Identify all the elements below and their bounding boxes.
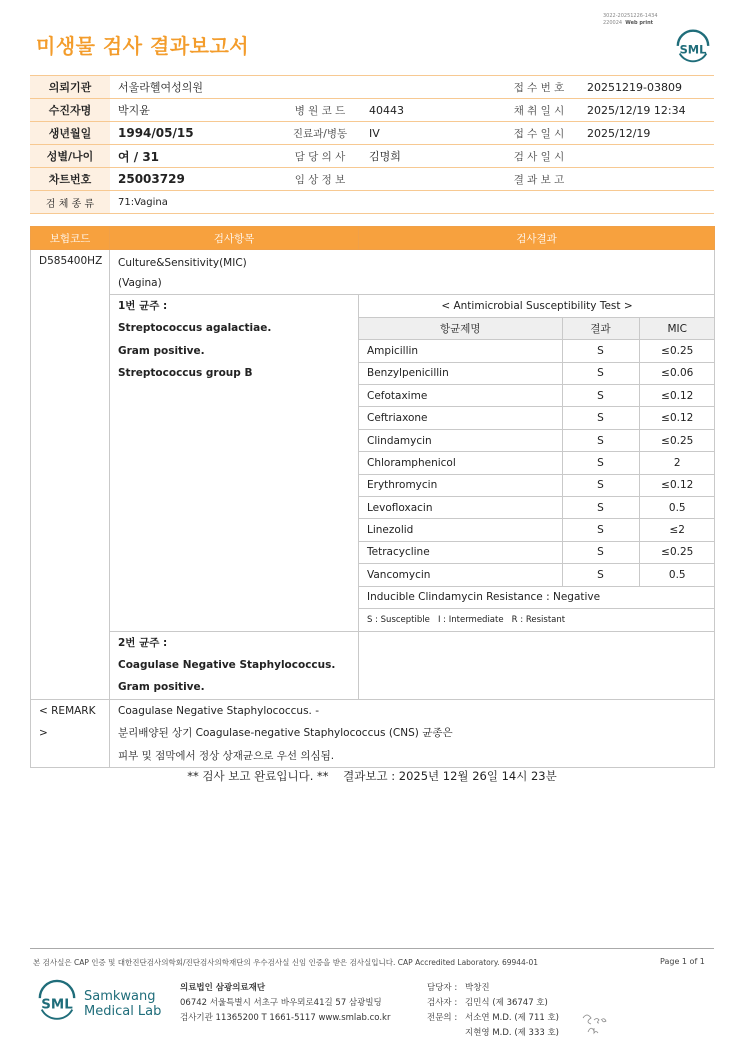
- label-requester: 의뢰기관: [30, 76, 110, 99]
- label-sex-age: 성별/나이: [30, 145, 110, 168]
- remark-line: 분리배양된 상기 Coagulase-negative Staphylococcus (CNS) 균종은: [118, 727, 453, 740]
- isolate-1-group: Streptococcus group B: [118, 366, 253, 379]
- page-title: 미생물 검사 결과보고서: [36, 34, 250, 58]
- header-insurance-code: 보험코드: [31, 227, 110, 250]
- table-row: Linezolid S ≤2: [359, 519, 715, 541]
- value-department: IV: [361, 122, 499, 145]
- test-name: Culture&Sensitivity(MIC): [118, 257, 247, 269]
- label-patient-name: 수진자명: [30, 99, 110, 122]
- isolate-1-gram: Gram positive.: [118, 344, 205, 357]
- table-row: Erythromycin S ≤0.12: [359, 474, 715, 496]
- label-doctor: 담 당 의 사: [279, 145, 361, 168]
- label-test-date: 검 사 일 시: [499, 145, 579, 168]
- info-row: [30, 122, 714, 145]
- report-complete-notice: ** 검사 보고 완료입니다. ** 결과보고 : 2025년 12월 26일 14시 23분: [187, 769, 557, 783]
- signature-icon: [580, 1010, 610, 1036]
- results-header-row: [31, 227, 715, 250]
- table-row: Vancomycin S 0.5: [359, 564, 715, 586]
- ast-header-row: [359, 317, 715, 339]
- info-row: [30, 99, 714, 122]
- value-birth-date: 1994/05/15: [110, 122, 279, 145]
- table-row: Levofloxacin S 0.5: [359, 497, 715, 519]
- label-chart-no: 차트번호: [30, 168, 110, 191]
- remark-line: 피부 및 점막에서 정상 상재균으로 우선 의심됨.: [118, 749, 335, 762]
- ast-header-mic: MIC: [639, 317, 715, 339]
- value-receipt-date: 2025/12/19: [579, 122, 714, 145]
- info-row: [30, 76, 714, 99]
- accreditation-note: 본 검사실은 CAP 인증 및 대한진단검사의학회/진단검사의학재단의 우수검사실 신임 인증을 받은 검사실입니다. CAP Accredited Laboratory. 69944-01: [33, 958, 539, 967]
- page-number: Page 1 of 1: [660, 957, 705, 966]
- ast-header-result: 결과: [562, 317, 639, 339]
- remark-label: < REMARK >: [39, 704, 96, 740]
- value-result-report: [579, 168, 714, 191]
- value-specimen-type: 71:Vagina: [110, 191, 714, 214]
- sml-logo-icon: [674, 25, 712, 63]
- test-row: [31, 250, 715, 295]
- table-row: Tetracycline S ≤0.25: [359, 541, 715, 563]
- isolate-1-organism: Streptococcus agalactiae.: [118, 322, 272, 335]
- table-row: Benzylpenicillin S ≤0.06: [359, 362, 715, 384]
- web-print-label: Web print: [625, 20, 654, 26]
- label-result-report: 결 과 보 고: [499, 168, 579, 191]
- remark-line: Coagulase Negative Staphylococcus. -: [118, 704, 320, 717]
- value-test-date: [579, 145, 714, 168]
- ast-table: [359, 295, 715, 631]
- label-hospital-code: 병 원 코 드: [279, 99, 361, 122]
- label-clinical-info: 임 상 정 보: [279, 168, 361, 191]
- label-accession-no: 접 수 번 호: [499, 76, 579, 99]
- table-row: Ampicillin S ≤0.25: [359, 340, 715, 362]
- value-chart-no: 25003729: [110, 168, 279, 191]
- patient-info-table: [30, 75, 714, 214]
- results-table: [30, 226, 715, 768]
- svg-text:SML: SML: [679, 42, 707, 57]
- info-row: [30, 191, 714, 214]
- isolate-2-gram: Gram positive.: [118, 681, 205, 694]
- header-test-result: 검사결과: [359, 227, 715, 250]
- remark-row: [31, 699, 715, 768]
- isolate-2-result: [359, 631, 715, 699]
- label-department: 진료과/병동: [279, 122, 361, 145]
- footer-divider: [30, 948, 714, 949]
- organization-info: 의료법인 삼광의료재단 06742 서울특별시 서초구 바우뫼로41길 57 삼광빌딩 검사기관 11365200 T 1661-5117 www.smlab.co.kr: [180, 983, 391, 1023]
- brand-name: Samkwang Medical Lab: [84, 989, 162, 1019]
- table-row: Chloramphenicol S 2: [359, 452, 715, 474]
- value-hospital-code: 40443: [361, 99, 499, 122]
- svg-text:SML: SML: [41, 997, 73, 1013]
- value-accession-no: 20251219-03809: [579, 76, 714, 99]
- info-row: [30, 168, 714, 191]
- isolate-1-row: [31, 295, 715, 632]
- label-specimen-type: 검 체 종 류: [30, 191, 110, 214]
- ast-header-drug: 항균제명: [359, 317, 562, 339]
- isolate-2-title: 2번 균주 :: [118, 636, 168, 649]
- value-requester: 서울라헬여성의원: [110, 76, 499, 99]
- table-row: Clindamycin S ≤0.25: [359, 429, 715, 451]
- specimen-name: (Vagina): [118, 277, 162, 289]
- label-birth-date: 생년월일: [30, 122, 110, 145]
- susceptibility-legend: S : Susceptible I : Intermediate R : Resistant: [359, 608, 715, 630]
- document-code: 3022-20251226-1434 220024 Web print: [603, 13, 658, 26]
- value-doctor: 김명희: [361, 145, 499, 168]
- header-test-item: 검사항목: [110, 227, 359, 250]
- value-sex-age: 여 / 31: [110, 145, 279, 168]
- value-clinical-info: [361, 168, 499, 191]
- value-patient-name: 박지윤: [110, 99, 279, 122]
- ast-title: < Antimicrobial Susceptibility Test >: [359, 295, 715, 317]
- sml-logo-icon: [36, 979, 78, 1021]
- insurance-code: D585400HZ: [31, 250, 110, 700]
- table-row: Ceftriaxone S ≤0.12: [359, 407, 715, 429]
- isolate-2-organism: Coagulase Negative Staphylococcus.: [118, 659, 336, 672]
- label-collection-time: 채 취 일 시: [499, 99, 579, 122]
- isolate-2-row: [31, 631, 715, 699]
- table-row: Cefotaxime S ≤0.12: [359, 385, 715, 407]
- staff-info: 담당자 : 박창진 검사자 : 김민식 (제 36747 호) 전문의 : 서소연 M.D. (제 711 호) 지현영 M.D. (제 333 호): [427, 983, 560, 1038]
- info-row: [30, 145, 714, 168]
- label-receipt-date: 접 수 일 시: [499, 122, 579, 145]
- value-collection-time: 2025/12/19 12:34: [579, 99, 714, 122]
- isolate-1-title: 1번 균주 :: [118, 300, 168, 312]
- inducible-clindamycin-result: Inducible Clindamycin Resistance : Negative: [359, 586, 715, 608]
